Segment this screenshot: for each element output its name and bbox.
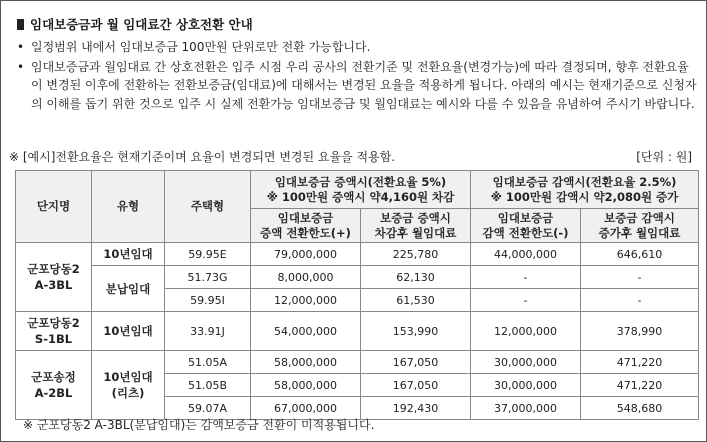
cell-dec-rent: -: [581, 289, 699, 312]
header-increase-line2: ※ 100만원 증액시 약4,160원 차감: [266, 189, 455, 204]
header-increase-group: [251, 171, 471, 209]
header-dec-rent-line2: 증가후 월임대료: [598, 225, 681, 240]
cell-type: 10년임대: [92, 312, 165, 351]
note-item: [17, 38, 697, 57]
header-decrease-group: [471, 171, 699, 209]
cell-house: 51.05B: [165, 374, 251, 397]
cell-type: [92, 351, 165, 420]
cell-inc-limit: 79,000,000: [251, 243, 361, 266]
complex-name: 군포송정: [31, 370, 76, 384]
type-note: (리츠): [111, 386, 145, 400]
cell-inc-limit: 12,000,000: [251, 289, 361, 312]
complex-block: A-3BL: [34, 278, 73, 292]
cell-house: 33.91J: [165, 312, 251, 351]
cell-inc-rent: 167,050: [361, 374, 471, 397]
notes-list: [17, 38, 697, 114]
complex-block: A-2BL: [34, 386, 73, 400]
cell-inc-limit: 58,000,000: [251, 351, 361, 374]
cell-dec-limit: 12,000,000: [471, 312, 581, 351]
cell-house: 51.73G: [165, 266, 251, 289]
cell-type: 10년임대: [92, 243, 165, 266]
example-remark: ※ [예시]전환요율은 현재기준이며 요율이 변경되면 변경된 요율을 적용함.: [9, 150, 396, 164]
cell-inc-rent: 192,430: [361, 397, 471, 420]
cell-dec-limit: 30,000,000: [471, 351, 581, 374]
cell-complex: [16, 312, 92, 351]
header-dec-limit: [471, 209, 581, 243]
header-inc-rent-line2: 차감후 월임대료: [374, 225, 457, 240]
footnote: ※ 군포당동2 A-3BL(분납임대)는 감액보증금 전환이 미적용됩니다.: [23, 418, 375, 432]
cell-complex: [16, 351, 92, 420]
header-inc-rent-line1: 보증금 증액시: [380, 210, 451, 225]
cell-inc-rent: 61,530: [361, 289, 471, 312]
table-row: [16, 312, 699, 351]
cell-dec-rent: -: [581, 266, 699, 289]
cell-inc-rent: 225,780: [361, 243, 471, 266]
cell-dec-rent: 646,610: [581, 243, 699, 266]
complex-block: S-1BL: [34, 332, 73, 346]
cell-type: 분납임대: [92, 266, 165, 312]
square-bullet-icon: [17, 19, 24, 30]
notice-title-text: 임대보증금과 월 임대료간 상호전환 안내: [30, 17, 253, 32]
cell-dec-limit: 44,000,000: [471, 243, 581, 266]
header-type: 유형: [92, 171, 165, 243]
cell-dec-rent: 471,220: [581, 374, 699, 397]
cell-inc-rent: 167,050: [361, 351, 471, 374]
conversion-table: [15, 170, 699, 420]
cell-dec-limit: -: [471, 266, 581, 289]
cell-inc-limit: 54,000,000: [251, 312, 361, 351]
header-decrease-line2: ※ 100만원 감액시 약2,080원 증가: [490, 189, 679, 204]
cell-dec-rent: 548,680: [581, 397, 699, 420]
cell-house: 59.07A: [165, 397, 251, 420]
header-dec-limit-line2: 감액 전환한도(-): [482, 225, 569, 240]
header-dec-limit-line1: 임대보증금: [497, 210, 554, 225]
header-dec-rent-line1: 보증금 감액시: [604, 210, 675, 225]
header-inc-limit: [251, 209, 361, 243]
table-row: [16, 243, 699, 266]
note-item: [17, 58, 697, 114]
cell-dec-rent: 378,990: [581, 312, 699, 351]
cell-inc-rent: 62,130: [361, 266, 471, 289]
cell-inc-limit: 67,000,000: [251, 397, 361, 420]
header-inc-limit-line2: 증액 전환한도(+): [260, 225, 351, 240]
cell-inc-limit: 8,000,000: [251, 266, 361, 289]
cell-dec-rent: 471,220: [581, 351, 699, 374]
notice-title: [17, 15, 253, 33]
header-complex: 단지명: [16, 171, 92, 243]
bullet-icon: •: [17, 59, 25, 74]
header-decrease-line1: 임대보증금 감액시(전환요율 2.5%): [492, 174, 677, 189]
header-inc-rent: [361, 209, 471, 243]
complex-name: 군포당동2: [27, 262, 80, 276]
header-house-type: 주택형: [165, 171, 251, 243]
cell-house: 51.05A: [165, 351, 251, 374]
header-increase-line1: 임대보증금 증액시(전환요율 5%): [274, 174, 447, 189]
table-row: [16, 266, 699, 289]
table-row: [16, 351, 699, 374]
cell-dec-limit: -: [471, 289, 581, 312]
cell-house: 59.95E: [165, 243, 251, 266]
cell-dec-limit: 37,000,000: [471, 397, 581, 420]
cell-dec-limit: 30,000,000: [471, 374, 581, 397]
header-dec-rent: [581, 209, 699, 243]
header-row: [16, 171, 699, 209]
header-inc-limit-line1: 임대보증금: [277, 210, 334, 225]
cell-house: 59.95I: [165, 289, 251, 312]
type-name: 10년임대: [103, 370, 153, 384]
cell-inc-limit: 58,000,000: [251, 374, 361, 397]
unit-label: [단위 : 원]: [636, 150, 692, 164]
cell-complex: [16, 243, 92, 312]
bullet-icon: •: [17, 40, 25, 54]
complex-name: 군포당동2: [27, 316, 80, 330]
note-text: 임대보증금과 월임대료 간 상호전환은 입주 시점 우리 공사의 전환기준 및 전환요율(변경가능)에 따라 결정되며, 향후 전환요율이 변경된 이후에 전환하는 전환보증금(임대료)에 대해서는 변경된 요율을 적용하게 됩니다. 아래의 예시는 현재기준으로 신청자의 이해를 돕기 위한 것으로 입주 시 실제 전환가능 임대보증금 및 월임대료는 예시와 다를 수 있음을 유념하여 주시기 바랍니다.: [31, 59, 697, 111]
cell-inc-rent: 153,990: [361, 312, 471, 351]
note-text: 일정범위 내에서 임대보증금 100만원 단위로만 전환 가능합니다.: [31, 40, 371, 54]
